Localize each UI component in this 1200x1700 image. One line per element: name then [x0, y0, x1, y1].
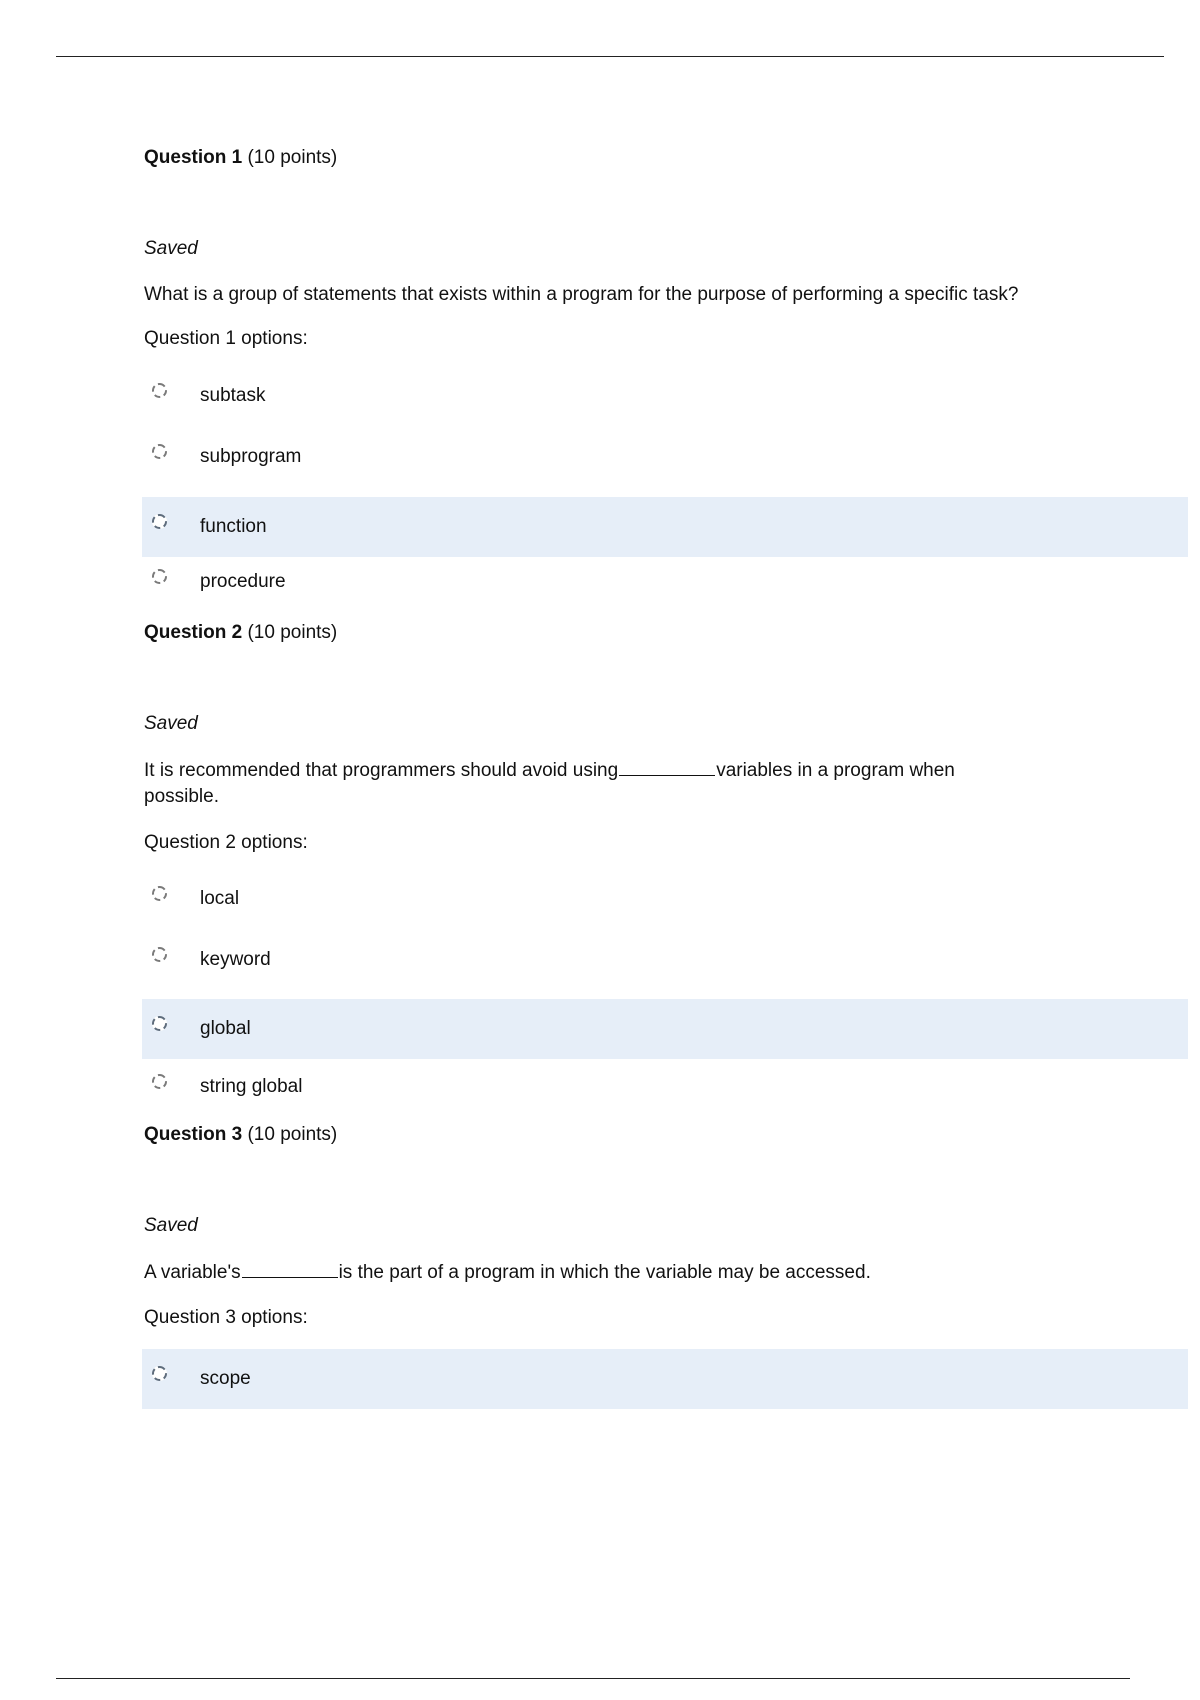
bottom-divider: [56, 1678, 1130, 1679]
question-stem: [144, 282, 1124, 308]
question-title: [144, 620, 337, 646]
option-row[interactable]: [142, 552, 1188, 612]
stem-text-before: It is recommended that programmers should avoid using: [144, 760, 619, 781]
option-label: local: [200, 888, 240, 909]
question-title: [144, 145, 337, 171]
question-number: Question 1: [144, 147, 243, 168]
option-label: procedure: [200, 571, 286, 592]
option-row[interactable]: [142, 1057, 1188, 1117]
top-divider: [56, 56, 1164, 57]
radio-button-icon[interactable]: [152, 1074, 167, 1089]
option-label: subtask: [200, 385, 266, 406]
option-label: keyword: [200, 949, 271, 970]
stem-text-after: variables in a program when possible.: [144, 760, 955, 807]
option-row[interactable]: [142, 427, 1188, 487]
option-row[interactable]: [142, 366, 1188, 426]
saved-status: Saved: [144, 713, 198, 734]
radio-button-icon[interactable]: [152, 1366, 167, 1381]
option-row[interactable]: [142, 930, 1188, 990]
option-label: subprogram: [200, 446, 302, 467]
options-label: Question 2 options:: [144, 832, 308, 853]
question-number: Question 2: [144, 622, 243, 643]
options-label: Question 1 options:: [144, 328, 308, 349]
option-row[interactable]: [142, 869, 1188, 929]
stem-text-after: is the part of a program in which the variable may be accessed.: [338, 1262, 871, 1283]
stem-text-before: A variable's: [144, 1262, 241, 1283]
question-points: (10 points): [247, 622, 338, 643]
radio-button-icon[interactable]: [152, 514, 167, 529]
saved-status: Saved: [144, 1215, 198, 1236]
radio-button-icon[interactable]: [152, 444, 167, 459]
option-label: global: [200, 1018, 251, 1039]
fill-in-blank: [619, 757, 715, 776]
question-stem: [144, 1259, 1124, 1286]
options-label: Question 3 options:: [144, 1307, 308, 1328]
fill-in-blank: [242, 1259, 338, 1278]
question-points: (10 points): [247, 1124, 338, 1145]
radio-button-icon[interactable]: [152, 1016, 167, 1031]
question-stem: [144, 757, 1024, 810]
question-title: [144, 1122, 337, 1148]
question-number: Question 3: [144, 1124, 243, 1145]
option-label: scope: [200, 1368, 251, 1389]
saved-status: Saved: [144, 238, 198, 259]
radio-button-icon[interactable]: [152, 569, 167, 584]
radio-button-icon[interactable]: [152, 947, 167, 962]
option-row-selected[interactable]: [142, 1349, 1188, 1409]
option-label: function: [200, 516, 267, 537]
question-points: (10 points): [247, 147, 338, 168]
stem-text: What is a group of statements that exists within a program for the purpose of performing a specific task?: [144, 284, 1019, 305]
option-row-selected[interactable]: [142, 999, 1188, 1059]
radio-button-icon[interactable]: [152, 886, 167, 901]
option-label: string global: [200, 1076, 303, 1097]
radio-button-icon[interactable]: [152, 383, 167, 398]
option-row-selected[interactable]: [142, 497, 1188, 557]
